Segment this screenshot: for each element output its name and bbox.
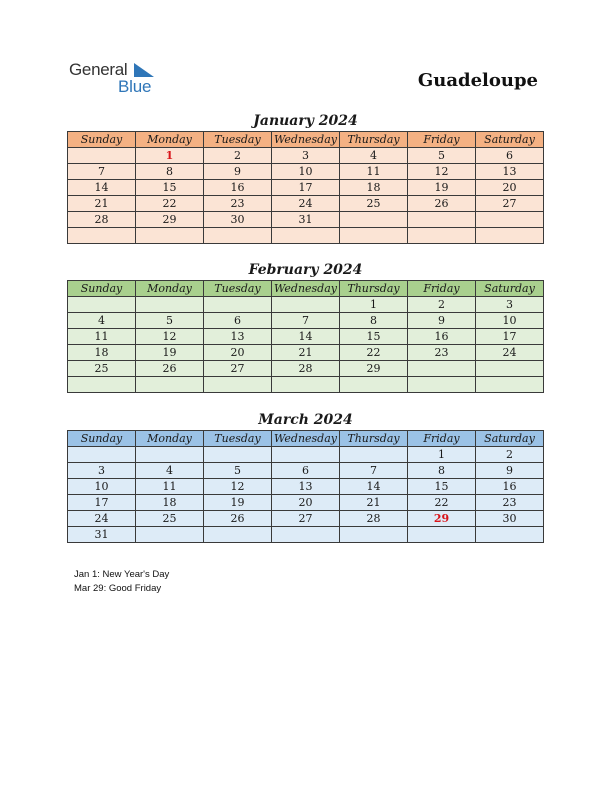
week-row — [68, 164, 544, 180]
day-cell: 19 — [204, 495, 272, 511]
day-cell — [408, 212, 476, 228]
day-cell: 14 — [272, 329, 340, 345]
weekday-header: Saturday — [476, 281, 544, 297]
day-cell: 6 — [476, 148, 544, 164]
day-cell: 31 — [272, 212, 340, 228]
calendar-grid — [67, 131, 544, 244]
week-row — [68, 345, 544, 361]
week-row — [68, 212, 544, 228]
day-cell — [272, 228, 340, 244]
day-cell — [408, 527, 476, 543]
day-cell — [408, 361, 476, 377]
day-cell: 9 — [476, 463, 544, 479]
day-cell: 20 — [272, 495, 340, 511]
day-cell: 8 — [136, 164, 204, 180]
day-cell: 11 — [340, 164, 408, 180]
day-cell — [204, 377, 272, 393]
day-cell: 16 — [476, 479, 544, 495]
day-cell: 22 — [136, 196, 204, 212]
day-cell: 16 — [408, 329, 476, 345]
weekday-header: Monday — [136, 132, 204, 148]
weekday-header: Sunday — [68, 281, 136, 297]
day-cell — [340, 212, 408, 228]
day-cell: 20 — [204, 345, 272, 361]
day-cell: 7 — [68, 164, 136, 180]
day-cell: 4 — [136, 463, 204, 479]
day-cell: 11 — [68, 329, 136, 345]
day-cell: 21 — [272, 345, 340, 361]
day-cell: 6 — [272, 463, 340, 479]
month-title: March 2024 — [258, 412, 353, 428]
day-cell — [68, 447, 136, 463]
day-cell: 29 — [340, 361, 408, 377]
day-cell — [476, 377, 544, 393]
weekday-header: Friday — [408, 132, 476, 148]
day-cell: 26 — [204, 511, 272, 527]
weekday-header: Monday — [136, 431, 204, 447]
week-row — [68, 228, 544, 244]
day-cell — [272, 377, 340, 393]
day-cell: 18 — [68, 345, 136, 361]
weekday-header: Thursday — [340, 431, 408, 447]
day-cell: 12 — [136, 329, 204, 345]
day-cell — [136, 228, 204, 244]
day-cell: 31 — [68, 527, 136, 543]
holiday-notes — [74, 568, 169, 595]
weekday-header: Tuesday — [204, 281, 272, 297]
day-cell: 9 — [204, 164, 272, 180]
day-cell: 14 — [68, 180, 136, 196]
day-cell: 25 — [136, 511, 204, 527]
day-cell: 4 — [68, 313, 136, 329]
day-cell: 28 — [272, 361, 340, 377]
week-row — [68, 148, 544, 164]
weekday-header: Sunday — [68, 431, 136, 447]
week-row — [68, 329, 544, 345]
day-cell — [204, 527, 272, 543]
day-cell: 25 — [68, 361, 136, 377]
weekday-header: Monday — [136, 281, 204, 297]
day-cell: 30 — [204, 212, 272, 228]
day-cell: 2 — [408, 297, 476, 313]
day-cell: 7 — [272, 313, 340, 329]
day-cell: 1 — [136, 148, 204, 164]
week-row — [68, 479, 544, 495]
day-cell: 7 — [340, 463, 408, 479]
day-cell: 14 — [340, 479, 408, 495]
day-cell: 16 — [204, 180, 272, 196]
day-cell: 17 — [68, 495, 136, 511]
day-cell: 4 — [340, 148, 408, 164]
day-cell: 19 — [136, 345, 204, 361]
month-calendar-march — [67, 410, 544, 543]
month-title: February 2024 — [248, 262, 363, 278]
month-calendar-january — [67, 111, 544, 244]
day-cell: 27 — [204, 361, 272, 377]
weekday-header-row — [68, 132, 544, 148]
week-row — [68, 511, 544, 527]
generalblue-logo — [69, 60, 169, 96]
day-cell: 29 — [408, 511, 476, 527]
weekday-header: Sunday — [68, 132, 136, 148]
day-cell: 20 — [476, 180, 544, 196]
day-cell — [136, 527, 204, 543]
day-cell: 18 — [136, 495, 204, 511]
day-cell — [340, 377, 408, 393]
day-cell: 19 — [408, 180, 476, 196]
day-cell — [68, 228, 136, 244]
day-cell: 15 — [408, 479, 476, 495]
day-cell: 24 — [272, 196, 340, 212]
week-row — [68, 297, 544, 313]
weekday-header: Wednesday — [272, 431, 340, 447]
day-cell: 10 — [476, 313, 544, 329]
day-cell — [136, 447, 204, 463]
day-cell — [272, 527, 340, 543]
day-cell: 23 — [476, 495, 544, 511]
day-cell: 1 — [340, 297, 408, 313]
day-cell: 21 — [68, 196, 136, 212]
calendar-grid — [67, 280, 544, 393]
day-cell: 28 — [68, 212, 136, 228]
weekday-header: Thursday — [340, 281, 408, 297]
day-cell: 15 — [340, 329, 408, 345]
logo-text-general: General — [69, 60, 128, 79]
day-cell: 2 — [204, 148, 272, 164]
holiday-note: Jan 1: New Year's Day — [74, 569, 170, 580]
weekday-header-row — [68, 431, 544, 447]
logo-text-blue: Blue — [118, 77, 152, 96]
week-row — [68, 463, 544, 479]
day-cell — [476, 527, 544, 543]
day-cell: 28 — [340, 511, 408, 527]
day-cell — [68, 297, 136, 313]
weekday-header: Wednesday — [272, 281, 340, 297]
day-cell — [340, 447, 408, 463]
day-cell — [340, 527, 408, 543]
week-row — [68, 361, 544, 377]
day-cell: 5 — [204, 463, 272, 479]
day-cell: 13 — [476, 164, 544, 180]
week-row — [68, 180, 544, 196]
day-cell: 12 — [204, 479, 272, 495]
day-cell: 8 — [340, 313, 408, 329]
weekday-header: Friday — [408, 431, 476, 447]
day-cell: 3 — [272, 148, 340, 164]
day-cell: 23 — [408, 345, 476, 361]
country-title: Guadeloupe — [417, 70, 538, 91]
week-row — [68, 447, 544, 463]
day-cell: 27 — [476, 196, 544, 212]
day-cell: 17 — [476, 329, 544, 345]
day-cell: 9 — [408, 313, 476, 329]
day-cell — [272, 297, 340, 313]
day-cell: 1 — [408, 447, 476, 463]
weekday-header: Friday — [408, 281, 476, 297]
day-cell — [476, 228, 544, 244]
day-cell: 29 — [136, 212, 204, 228]
day-cell: 8 — [408, 463, 476, 479]
week-row — [68, 527, 544, 543]
day-cell: 23 — [204, 196, 272, 212]
day-cell: 26 — [408, 196, 476, 212]
weekday-header: Tuesday — [204, 132, 272, 148]
day-cell: 11 — [136, 479, 204, 495]
weekday-header: Saturday — [476, 132, 544, 148]
day-cell — [204, 297, 272, 313]
day-cell: 18 — [340, 180, 408, 196]
day-cell — [408, 228, 476, 244]
day-cell: 25 — [340, 196, 408, 212]
day-cell: 13 — [204, 329, 272, 345]
day-cell: 5 — [136, 313, 204, 329]
week-row — [68, 313, 544, 329]
week-row — [68, 377, 544, 393]
day-cell: 3 — [476, 297, 544, 313]
day-cell: 21 — [340, 495, 408, 511]
month-title: January 2024 — [253, 113, 358, 129]
day-cell — [68, 377, 136, 393]
day-cell — [476, 212, 544, 228]
day-cell — [204, 447, 272, 463]
calendar-grid — [67, 430, 544, 543]
holiday-note: Mar 29: Good Friday — [74, 582, 162, 594]
day-cell: 15 — [136, 180, 204, 196]
day-cell — [136, 297, 204, 313]
day-cell: 22 — [340, 345, 408, 361]
day-cell: 6 — [204, 313, 272, 329]
day-cell — [476, 361, 544, 377]
day-cell: 10 — [68, 479, 136, 495]
day-cell — [68, 148, 136, 164]
weekday-header: Wednesday — [272, 132, 340, 148]
day-cell: 24 — [68, 511, 136, 527]
day-cell — [272, 447, 340, 463]
day-cell: 17 — [272, 180, 340, 196]
day-cell: 2 — [476, 447, 544, 463]
day-cell: 30 — [476, 511, 544, 527]
day-cell: 12 — [408, 164, 476, 180]
weekday-header: Tuesday — [204, 431, 272, 447]
weekday-header-row — [68, 281, 544, 297]
day-cell: 10 — [272, 164, 340, 180]
day-cell: 26 — [136, 361, 204, 377]
day-cell — [204, 228, 272, 244]
day-cell: 27 — [272, 511, 340, 527]
weekday-header: Thursday — [340, 132, 408, 148]
day-cell: 3 — [68, 463, 136, 479]
day-cell: 5 — [408, 148, 476, 164]
week-row — [68, 196, 544, 212]
week-row — [68, 495, 544, 511]
day-cell — [340, 228, 408, 244]
day-cell: 24 — [476, 345, 544, 361]
day-cell — [408, 377, 476, 393]
weekday-header: Saturday — [476, 431, 544, 447]
day-cell — [136, 377, 204, 393]
month-calendar-february — [67, 260, 544, 393]
day-cell: 22 — [408, 495, 476, 511]
day-cell: 13 — [272, 479, 340, 495]
